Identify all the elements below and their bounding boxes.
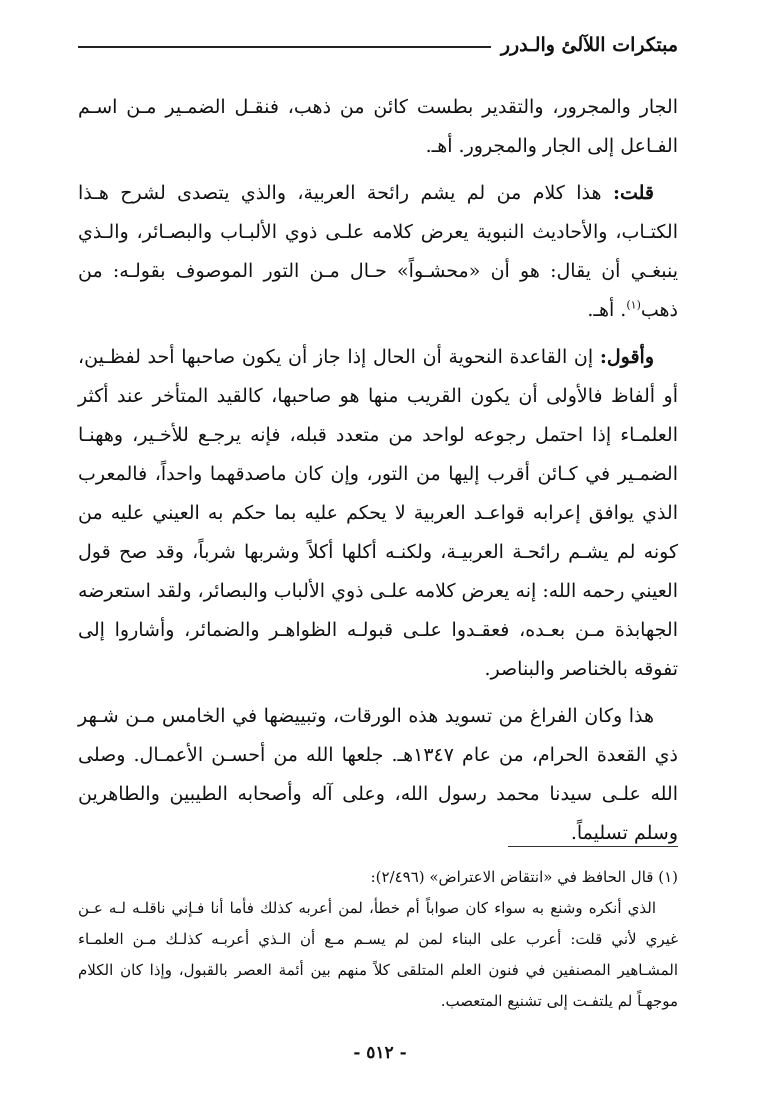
header-title: مبتكرات اللآلئ والـدرر xyxy=(500,34,678,56)
running-header xyxy=(78,30,678,60)
paragraph-2-tail: . أهـ. xyxy=(587,299,627,321)
footnote-separator xyxy=(508,846,678,847)
main-text xyxy=(78,88,678,861)
paragraph-1: الجار والمجرور، والتقدير بطست كائن من ذهب، فنقـل الضمـير مـن اسـم الفـاعل إلى الجار والمجرور. أهـ. xyxy=(78,96,678,157)
paragraph-3 xyxy=(78,338,678,689)
header-rule xyxy=(78,46,491,48)
paragraph-4: هذا وكان الفراغ من تسويد هذه الورقات، وتبييضها في الخامس مـن شـهر ذي القعدة الحرام، من عام ١٣٤٧هـ. جلعها الله من أحسـن الأعمـال. وصلى الله علـى سيدنا محمد رسول الله، وعلى آله وأصحابه الطيبين والطاهرين وسلم تسليماً. xyxy=(78,705,679,844)
page-number: - ٥١٢ - xyxy=(353,1043,407,1063)
footnotes xyxy=(78,862,678,1017)
paragraph-3-text: إن القاعدة النحوية أن الحال إذا جاز أن يكون صاحبها أحد لفظـين، أو ألفاظ فالأولى أن يكون القريب منها هو صاحبها، كالقيد المتأخر عند أكثر العلمـاء إذا احتمل رجوعه لواحد من متعدد قبله، فإنه يرجـع للأخـير، وههنـا الضمـير في كـائن أقرب إليها من التور، وإن كان ماصدقهما واحداً، فالمعرب الذي يوافق إعرابه قواعـد العربية لا يحكم عليه بما حكم به العيني عليه من كونه لم يشـم رائحـة العربيـة، ولكنـه أكلها أكلاً وشربها شرباً، وقد صح قول العيني رحمه الله: إنه يعرض كلامه علـى ذوي الألباب والبصائر، ولقد استعرضه الجهابذة مـن بعـده، فعقـدوا علـى قبولـه الظواهـر والضمائر، وأشاروا إلى تفوقه بالخناصر والبناصر. xyxy=(78,346,678,680)
paragraph-2 xyxy=(78,174,678,330)
footnote-1-heading: (١) قال الحافظ في «انتقاض الاعتراض» (٢/٤٩٦): xyxy=(370,868,678,886)
paragraph-3-lead: وأقول: xyxy=(599,346,654,368)
footnote-mark: (١) xyxy=(626,298,641,312)
paragraph-2-lead: قلت: xyxy=(612,182,654,204)
footnote-1-body: الذي أنكره وشنع به سواء كان صواباً أم خطأ، لمن أعربه كذلك فأما أنا فـإني ناقلـه لـه عـن غيري لأني قلت: أعرب على البناء لمن لم يسـم مـع أن الـذي أعربـه كذلـك مـن العلمـاء المشـاهير المصنفين في فنون العلم المتلقى كلاً منهم بين أئمة العصر بالقبول، وإذا كان الكلام موجهـاً لم يلتفـت إلى تشنيع المتعصب. xyxy=(78,899,678,1010)
paragraph-2-text: هذا كلام من لم يشم رائحة العربية، والذي يتصدى لشرح هـذا الكتـاب، والأحاديث النبوية يعرض كلامه علـى ذوي الألبـاب والبصـائر، والـذي ينبغـي أن يقال: هو أن «محشـواً» حـال مـن التور الموصوف بقولـه: من ذهب xyxy=(78,182,678,321)
